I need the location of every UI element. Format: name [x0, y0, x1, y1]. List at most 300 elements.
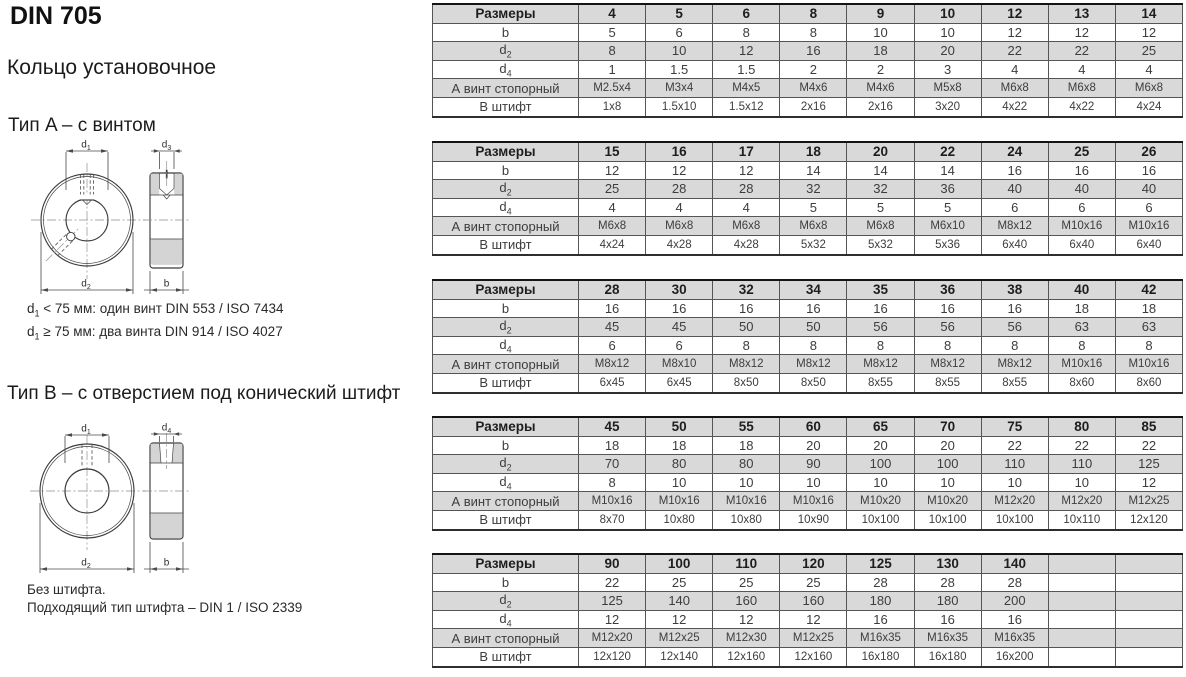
- value-cell: 10x100: [847, 510, 914, 529]
- value-cell: M10x16: [1115, 355, 1182, 374]
- value-cell: M3x4: [646, 79, 713, 98]
- type-a-note-2: $d_1 \ge 75$ мм: два винта DIN 914 / ISO 4027: [27, 324, 283, 342]
- row-label: $d_4$: [433, 60, 579, 79]
- value-cell: 20: [847, 436, 914, 455]
- value-cell: 22: [579, 573, 646, 592]
- size-header-cell: 120: [780, 554, 847, 573]
- value-cell: 63: [1048, 318, 1115, 337]
- value-cell: 16: [847, 299, 914, 318]
- value-cell: 50: [713, 318, 780, 337]
- value-cell: M10x16: [646, 492, 713, 511]
- value-cell: 6x40: [1115, 235, 1182, 254]
- value-cell: 200: [981, 592, 1048, 611]
- value-cell: 18: [1115, 299, 1182, 318]
- value-cell: 10x90: [780, 510, 847, 529]
- value-cell: 3: [914, 60, 981, 79]
- value-cell: M12x20: [981, 492, 1048, 511]
- value-cell: [1048, 592, 1115, 611]
- size-header-cell: 26: [1115, 142, 1182, 161]
- value-cell: [1115, 592, 1182, 611]
- value-cell: 8x50: [780, 373, 847, 392]
- dim-label-b: b: [163, 557, 170, 569]
- row-label: А винт стопорный: [433, 355, 579, 374]
- size-header-cell: [1048, 554, 1115, 573]
- value-cell: 10x80: [713, 510, 780, 529]
- value-cell: 14: [847, 161, 914, 180]
- dimension-table-5: [432, 553, 1183, 668]
- value-cell: 6x40: [1048, 235, 1115, 254]
- value-cell: M10x16: [579, 492, 646, 511]
- size-header-cell: 24: [981, 142, 1048, 161]
- type-a-note-1: $d_1 < 75$ мм: один винт DIN 553 / ISO 7434: [27, 301, 284, 319]
- value-cell: M6x10: [914, 217, 981, 236]
- value-cell: 32: [780, 180, 847, 199]
- value-cell: 8: [914, 336, 981, 355]
- value-cell: 16: [1048, 161, 1115, 180]
- value-cell: 28: [981, 573, 1048, 592]
- size-header-cell: 40: [1048, 280, 1115, 299]
- value-cell: 2: [847, 60, 914, 79]
- value-cell: 3x20: [914, 97, 981, 116]
- row-label: $d_2$: [433, 180, 579, 199]
- value-cell: 8x60: [1115, 373, 1182, 392]
- value-cell: 8x55: [981, 373, 1048, 392]
- type-b-note-2: Подходящий тип штифта – DIN 1 / ISO 2339: [27, 599, 303, 615]
- value-cell: M16x35: [981, 629, 1048, 648]
- row-label: В штифт: [433, 373, 579, 392]
- value-cell: M6x8: [1115, 79, 1182, 98]
- row-label: Размеры: [433, 142, 579, 161]
- value-cell: 8: [780, 336, 847, 355]
- value-cell: 10: [646, 473, 713, 492]
- size-header-cell: 14: [1115, 4, 1182, 23]
- value-cell: 2x16: [780, 97, 847, 116]
- value-cell: 28: [646, 180, 713, 199]
- value-cell: 5x32: [847, 235, 914, 254]
- value-cell: 12: [646, 161, 713, 180]
- size-header-cell: 60: [780, 417, 847, 436]
- value-cell: 25: [579, 180, 646, 199]
- value-cell: M6x8: [981, 79, 1048, 98]
- value-cell: 36: [914, 180, 981, 199]
- value-cell: 140: [646, 592, 713, 611]
- value-cell: 160: [713, 592, 780, 611]
- value-cell: 40: [981, 180, 1048, 199]
- value-cell: M12x30: [713, 629, 780, 648]
- value-cell: 10x100: [981, 510, 1048, 529]
- value-cell: 18: [646, 436, 713, 455]
- value-cell: 2x16: [847, 97, 914, 116]
- type-a-heading: Тип A – с винтом: [8, 115, 156, 136]
- size-header-cell: 45: [579, 417, 646, 436]
- value-cell: M2.5x4: [579, 79, 646, 98]
- value-cell: 180: [914, 592, 981, 611]
- value-cell: 10: [847, 23, 914, 42]
- size-header-cell: 13: [1048, 4, 1115, 23]
- size-header-cell: 18: [780, 142, 847, 161]
- value-cell: 50: [780, 318, 847, 337]
- row-label: В штифт: [433, 510, 579, 529]
- row-label: b: [433, 23, 579, 42]
- value-cell: 6: [1048, 198, 1115, 217]
- value-cell: 8: [1115, 336, 1182, 355]
- value-cell: 8: [847, 336, 914, 355]
- value-cell: 6: [646, 336, 713, 355]
- value-cell: 12: [1115, 23, 1182, 42]
- value-cell: 110: [981, 455, 1048, 474]
- value-cell: 8: [1048, 336, 1115, 355]
- value-cell: 2: [780, 60, 847, 79]
- value-cell: 20: [914, 42, 981, 61]
- value-cell: 12: [713, 42, 780, 61]
- value-cell: 12: [646, 610, 713, 629]
- value-cell: 8: [579, 42, 646, 61]
- row-label: В штифт: [433, 647, 579, 666]
- value-cell: 16: [981, 161, 1048, 180]
- size-header-cell: 110: [713, 554, 780, 573]
- value-cell: 10: [780, 473, 847, 492]
- value-cell: M4x5: [713, 79, 780, 98]
- size-header-cell: 22: [914, 142, 981, 161]
- value-cell: 1.5x12: [713, 97, 780, 116]
- value-cell: 5: [914, 198, 981, 217]
- value-cell: M10x16: [713, 492, 780, 511]
- size-header-cell: 16: [646, 142, 713, 161]
- value-cell: 10: [914, 23, 981, 42]
- row-label: А винт стопорный: [433, 79, 579, 98]
- value-cell: 4x28: [646, 235, 713, 254]
- value-cell: 22: [981, 436, 1048, 455]
- value-cell: 5: [780, 198, 847, 217]
- value-cell: 4x24: [579, 235, 646, 254]
- size-header-cell: 25: [1048, 142, 1115, 161]
- value-cell: 4x22: [1048, 97, 1115, 116]
- value-cell: 63: [1115, 318, 1182, 337]
- value-cell: [1048, 573, 1115, 592]
- value-cell: 6x45: [579, 373, 646, 392]
- value-cell: 100: [847, 455, 914, 474]
- size-header-cell: 4: [579, 4, 646, 23]
- value-cell: 16: [914, 610, 981, 629]
- value-cell: M10x20: [847, 492, 914, 511]
- value-cell: 12x140: [646, 647, 713, 666]
- value-cell: 110: [1048, 455, 1115, 474]
- value-cell: 4: [646, 198, 713, 217]
- row-label: b: [433, 573, 579, 592]
- value-cell: [1115, 647, 1182, 666]
- value-cell: 5: [579, 23, 646, 42]
- row-label: $d_4$: [433, 336, 579, 355]
- value-cell: 16: [914, 299, 981, 318]
- value-cell: 160: [780, 592, 847, 611]
- value-cell: M10x16: [1115, 217, 1182, 236]
- value-cell: M6x8: [847, 217, 914, 236]
- size-header-cell: 34: [780, 280, 847, 299]
- size-header-cell: 17: [713, 142, 780, 161]
- value-cell: [1048, 610, 1115, 629]
- value-cell: 6: [1115, 198, 1182, 217]
- value-cell: M8x12: [780, 355, 847, 374]
- size-header-cell: 10: [914, 4, 981, 23]
- value-cell: 6: [579, 336, 646, 355]
- value-cell: 16x180: [847, 647, 914, 666]
- value-cell: M16x35: [914, 629, 981, 648]
- value-cell: 20: [914, 436, 981, 455]
- value-cell: 4: [1048, 60, 1115, 79]
- value-cell: 16: [847, 610, 914, 629]
- size-header-cell: 90: [579, 554, 646, 573]
- dim-label-d1: $d_1$: [81, 423, 91, 436]
- value-cell: 45: [579, 318, 646, 337]
- dim-label-d2: $d_2$: [81, 557, 91, 570]
- value-cell: 1x8: [579, 97, 646, 116]
- value-cell: 1.5: [646, 60, 713, 79]
- value-cell: 1.5x10: [646, 97, 713, 116]
- value-cell: 10x100: [914, 510, 981, 529]
- type-b-note-1: Без штифта.: [27, 582, 106, 597]
- value-cell: M5x8: [914, 79, 981, 98]
- value-cell: M10x16: [1048, 217, 1115, 236]
- value-cell: M8x12: [579, 355, 646, 374]
- value-cell: 25: [1115, 42, 1182, 61]
- row-label: В штифт: [433, 235, 579, 254]
- size-header-cell: 100: [646, 554, 713, 573]
- row-label: В штифт: [433, 97, 579, 116]
- value-cell: 12: [579, 610, 646, 629]
- value-cell: 4: [981, 60, 1048, 79]
- value-cell: 4x28: [713, 235, 780, 254]
- row-label: А винт стопорный: [433, 629, 579, 648]
- value-cell: 12: [780, 610, 847, 629]
- value-cell: 100: [914, 455, 981, 474]
- dim-label-d2: $d_2$: [81, 278, 91, 291]
- value-cell: 10: [981, 473, 1048, 492]
- value-cell: 12: [713, 610, 780, 629]
- value-cell: 10x80: [646, 510, 713, 529]
- value-cell: 4: [713, 198, 780, 217]
- row-label: $d_4$: [433, 473, 579, 492]
- size-header-cell: 30: [646, 280, 713, 299]
- value-cell: 12: [1048, 23, 1115, 42]
- value-cell: 125: [579, 592, 646, 611]
- value-cell: 56: [981, 318, 1048, 337]
- value-cell: 6: [981, 198, 1048, 217]
- value-cell: 10: [713, 473, 780, 492]
- value-cell: 12: [713, 161, 780, 180]
- value-cell: 8: [579, 473, 646, 492]
- value-cell: 16x200: [981, 647, 1048, 666]
- value-cell: 180: [847, 592, 914, 611]
- size-header-cell: 5: [646, 4, 713, 23]
- value-cell: M12x20: [1048, 492, 1115, 511]
- value-cell: 10: [847, 473, 914, 492]
- value-cell: 8x55: [847, 373, 914, 392]
- value-cell: M4x6: [780, 79, 847, 98]
- size-header-cell: 12: [981, 4, 1048, 23]
- value-cell: M6x8: [1048, 79, 1115, 98]
- value-cell: 12: [981, 23, 1048, 42]
- size-header-cell: 80: [1048, 417, 1115, 436]
- value-cell: 22: [1048, 436, 1115, 455]
- value-cell: 8x50: [713, 373, 780, 392]
- value-cell: 22: [1115, 436, 1182, 455]
- dimension-table-1: [432, 3, 1183, 118]
- value-cell: M12x25: [1115, 492, 1182, 511]
- value-cell: M8x12: [914, 355, 981, 374]
- value-cell: M6x8: [780, 217, 847, 236]
- value-cell: 4: [579, 198, 646, 217]
- row-label: Размеры: [433, 417, 579, 436]
- value-cell: 6x40: [981, 235, 1048, 254]
- type-b-heading: Тип B – с отверстием под конический штифт: [7, 383, 401, 404]
- row-label: Размеры: [433, 4, 579, 23]
- value-cell: 22: [1048, 42, 1115, 61]
- value-cell: M6x8: [646, 217, 713, 236]
- value-cell: M4x6: [847, 79, 914, 98]
- page-title: DIN 705: [10, 2, 102, 30]
- value-cell: 10: [914, 473, 981, 492]
- value-cell: 8: [780, 23, 847, 42]
- size-header-cell: 50: [646, 417, 713, 436]
- value-cell: M10x16: [780, 492, 847, 511]
- value-cell: 5x36: [914, 235, 981, 254]
- dimension-table-2: [432, 141, 1183, 256]
- size-header-cell: 38: [981, 280, 1048, 299]
- size-header-cell: 32: [713, 280, 780, 299]
- value-cell: M12x20: [579, 629, 646, 648]
- size-header-cell: [1115, 554, 1182, 573]
- row-label: $d_2$: [433, 42, 579, 61]
- value-cell: 5: [847, 198, 914, 217]
- value-cell: 12: [1115, 473, 1182, 492]
- value-cell: 56: [914, 318, 981, 337]
- value-cell: 16: [981, 299, 1048, 318]
- dim-label-b: b: [163, 278, 170, 290]
- value-cell: 25: [646, 573, 713, 592]
- value-cell: 20: [780, 436, 847, 455]
- dim-label-d4: $d_4$: [161, 423, 172, 435]
- value-cell: [1115, 629, 1182, 648]
- value-cell: 16: [579, 299, 646, 318]
- row-label: $d_2$: [433, 318, 579, 337]
- value-cell: M8x12: [847, 355, 914, 374]
- dimension-table-3: [432, 279, 1183, 394]
- value-cell: 4x22: [981, 97, 1048, 116]
- row-label: Размеры: [433, 554, 579, 573]
- value-cell: 14: [914, 161, 981, 180]
- value-cell: 4x24: [1115, 97, 1182, 116]
- row-label: $d_4$: [433, 198, 579, 217]
- value-cell: M6x8: [713, 217, 780, 236]
- value-cell: 70: [579, 455, 646, 474]
- size-header-cell: 35: [847, 280, 914, 299]
- value-cell: 8x55: [914, 373, 981, 392]
- value-cell: 10x110: [1048, 510, 1115, 529]
- size-header-cell: 75: [981, 417, 1048, 436]
- size-header-cell: 55: [713, 417, 780, 436]
- value-cell: 22: [981, 42, 1048, 61]
- value-cell: 16x180: [914, 647, 981, 666]
- size-header-cell: 20: [847, 142, 914, 161]
- page-subtitle: Кольцо установочное: [7, 56, 217, 79]
- value-cell: 32: [847, 180, 914, 199]
- value-cell: 16: [981, 610, 1048, 629]
- size-header-cell: 125: [847, 554, 914, 573]
- value-cell: 80: [713, 455, 780, 474]
- value-cell: 80: [646, 455, 713, 474]
- size-header-cell: 85: [1115, 417, 1182, 436]
- size-header-cell: 9: [847, 4, 914, 23]
- value-cell: 16: [646, 299, 713, 318]
- value-cell: M12x25: [646, 629, 713, 648]
- value-cell: 56: [847, 318, 914, 337]
- value-cell: [1115, 573, 1182, 592]
- row-label: $d_2$: [433, 592, 579, 611]
- row-label: А винт стопорный: [433, 492, 579, 511]
- value-cell: 8x60: [1048, 373, 1115, 392]
- value-cell: 14: [780, 161, 847, 180]
- value-cell: 28: [847, 573, 914, 592]
- row-label: b: [433, 161, 579, 180]
- value-cell: [1115, 610, 1182, 629]
- row-label: $d_2$: [433, 455, 579, 474]
- value-cell: 6x45: [646, 373, 713, 392]
- size-header-cell: 6: [713, 4, 780, 23]
- row-label: b: [433, 299, 579, 318]
- size-header-cell: 36: [914, 280, 981, 299]
- value-cell: M12x25: [780, 629, 847, 648]
- value-cell: 125: [1115, 455, 1182, 474]
- value-cell: M8x12: [981, 217, 1048, 236]
- value-cell: M8x12: [713, 355, 780, 374]
- size-header-cell: 140: [981, 554, 1048, 573]
- value-cell: 16: [780, 42, 847, 61]
- row-label: А винт стопорный: [433, 217, 579, 236]
- value-cell: M8x12: [981, 355, 1048, 374]
- value-cell: M10x20: [914, 492, 981, 511]
- value-cell: 5x32: [780, 235, 847, 254]
- value-cell: 16: [780, 299, 847, 318]
- value-cell: 28: [914, 573, 981, 592]
- value-cell: 18: [579, 436, 646, 455]
- value-cell: 40: [1048, 180, 1115, 199]
- value-cell: 28: [713, 180, 780, 199]
- value-cell: 8: [981, 336, 1048, 355]
- row-label: b: [433, 436, 579, 455]
- value-cell: 25: [713, 573, 780, 592]
- value-cell: 8: [713, 23, 780, 42]
- value-cell: M8x10: [646, 355, 713, 374]
- value-cell: 12x120: [1115, 510, 1182, 529]
- value-cell: 18: [847, 42, 914, 61]
- value-cell: 16: [713, 299, 780, 318]
- value-cell: 1.5: [713, 60, 780, 79]
- value-cell: 12: [579, 161, 646, 180]
- dimension-table-4: [432, 416, 1183, 531]
- row-label: $d_4$: [433, 610, 579, 629]
- size-header-cell: 15: [579, 142, 646, 161]
- size-header-cell: 70: [914, 417, 981, 436]
- size-header-cell: 65: [847, 417, 914, 436]
- value-cell: 16: [1115, 161, 1182, 180]
- value-cell: 18: [713, 436, 780, 455]
- value-cell: 4: [1115, 60, 1182, 79]
- value-cell: 1: [579, 60, 646, 79]
- row-label: Размеры: [433, 280, 579, 299]
- size-header-cell: 28: [579, 280, 646, 299]
- value-cell: 8x70: [579, 510, 646, 529]
- value-cell: 90: [780, 455, 847, 474]
